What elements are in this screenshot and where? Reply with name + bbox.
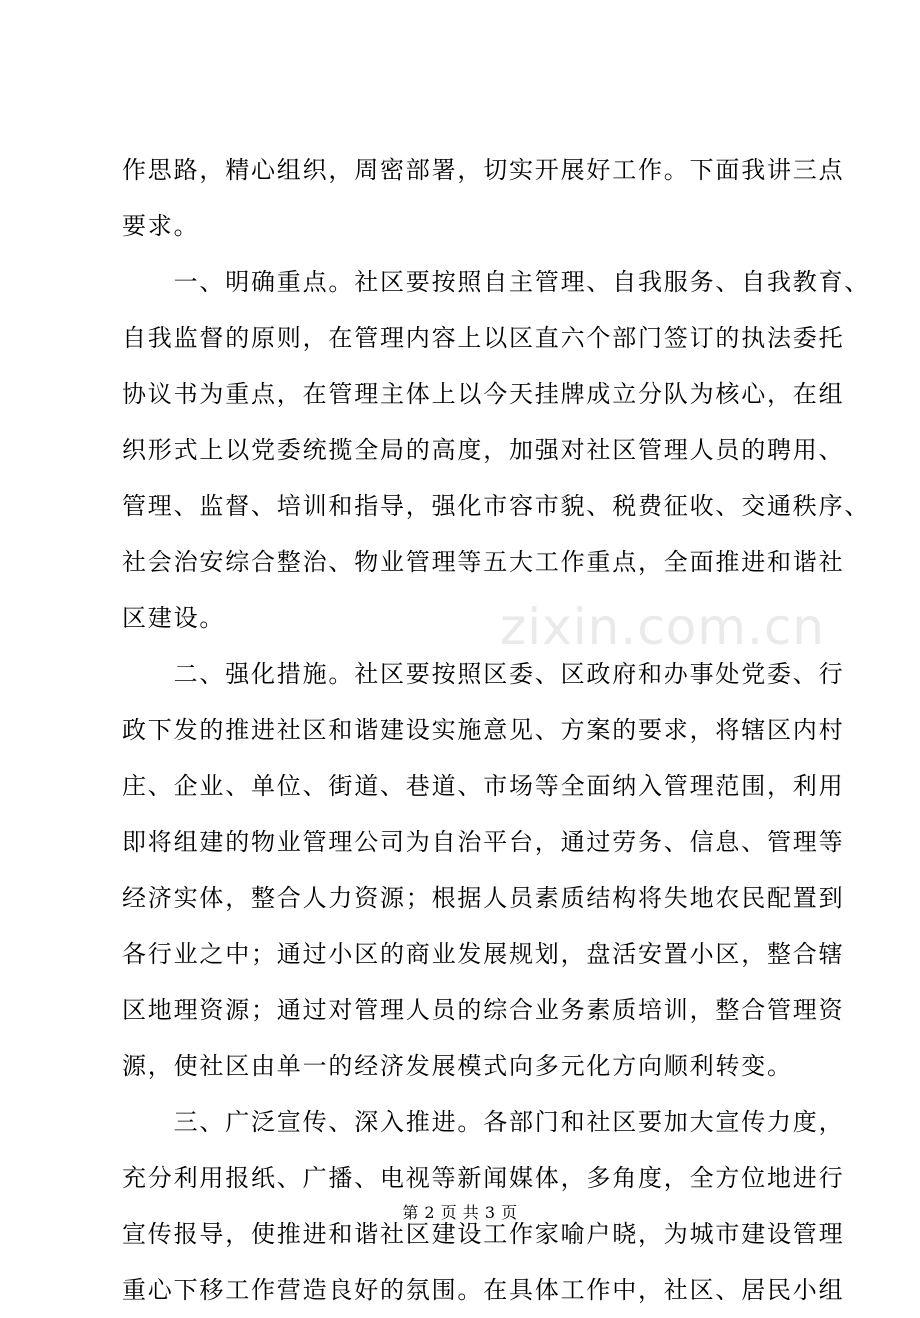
text-line: 经济实体，整合人力资源；根据人员素质结构将失地农民配置到 <box>122 884 845 912</box>
text-line: 区地理资源；通过对管理人员的综合业务素质培训，整合管理资 <box>122 996 845 1024</box>
text-line: 充分利用报纸、广播、电视等新闻媒体，多角度，全方位地进行 <box>122 1164 845 1192</box>
watermark: zixin.com.cn <box>500 598 826 656</box>
text-line: 社会治安综合整治、物业管理等五大工作重点，全面推进和谐社 <box>122 548 845 576</box>
text-line: 作思路，精心组织，周密部署，切实开展好工作。下面我讲三点 <box>122 156 845 184</box>
text-line: 织形式上以党委统揽全局的高度，加强对社区管理人员的聘用、 <box>122 436 845 464</box>
text-line: 即将组建的物业管理公司为自治平台，通过劳务、信息、管理等 <box>122 828 845 856</box>
text-line: 重心下移工作营造良好的氛围。在具体工作中，社区、居民小组 <box>122 1276 845 1304</box>
text-line: 政下发的推进社区和谐建设实施意见、方案的要求，将辖区内村 <box>122 716 845 744</box>
text-line: 区建设。 <box>122 604 226 632</box>
text-line: 协议书为重点，在管理主体上以今天挂牌成立分队为核心，在组 <box>122 380 845 408</box>
text-line: 一、明确重点。社区要按照自主管理、自我服务、自我教育、 <box>122 268 871 296</box>
text-line: 二、强化措施。社区要按照区委、区政府和办事处党委、行 <box>122 660 845 688</box>
text-line: 源，使社区由单一的经济发展模式向多元化方向顺利转变。 <box>122 1052 793 1080</box>
document-body <box>122 142 871 1318</box>
text-line: 管理、监督、培训和指导，强化市容市貌、税费征收、交通秩序、 <box>122 492 871 520</box>
page-footer: 第 2 页 共 3 页 <box>402 1203 518 1222</box>
text-line: 庄、企业、单位、街道、巷道、市场等全面纳入管理范围，利用 <box>122 772 845 800</box>
text-line: 三、广泛宣传、深入推进。各部门和社区要加大宣传力度， <box>122 1108 845 1136</box>
text-line: 宣传报导，使推进和谐社区建设工作家喻户晓，为城市建设管理 <box>122 1220 845 1248</box>
text-line: 要求。 <box>122 212 200 240</box>
text-line: 各行业之中；通过小区的商业发展规划，盘活安置小区，整合辖 <box>122 940 845 968</box>
text-line: 自我监督的原则，在管理内容上以区直六个部门签订的执法委托 <box>122 324 845 352</box>
